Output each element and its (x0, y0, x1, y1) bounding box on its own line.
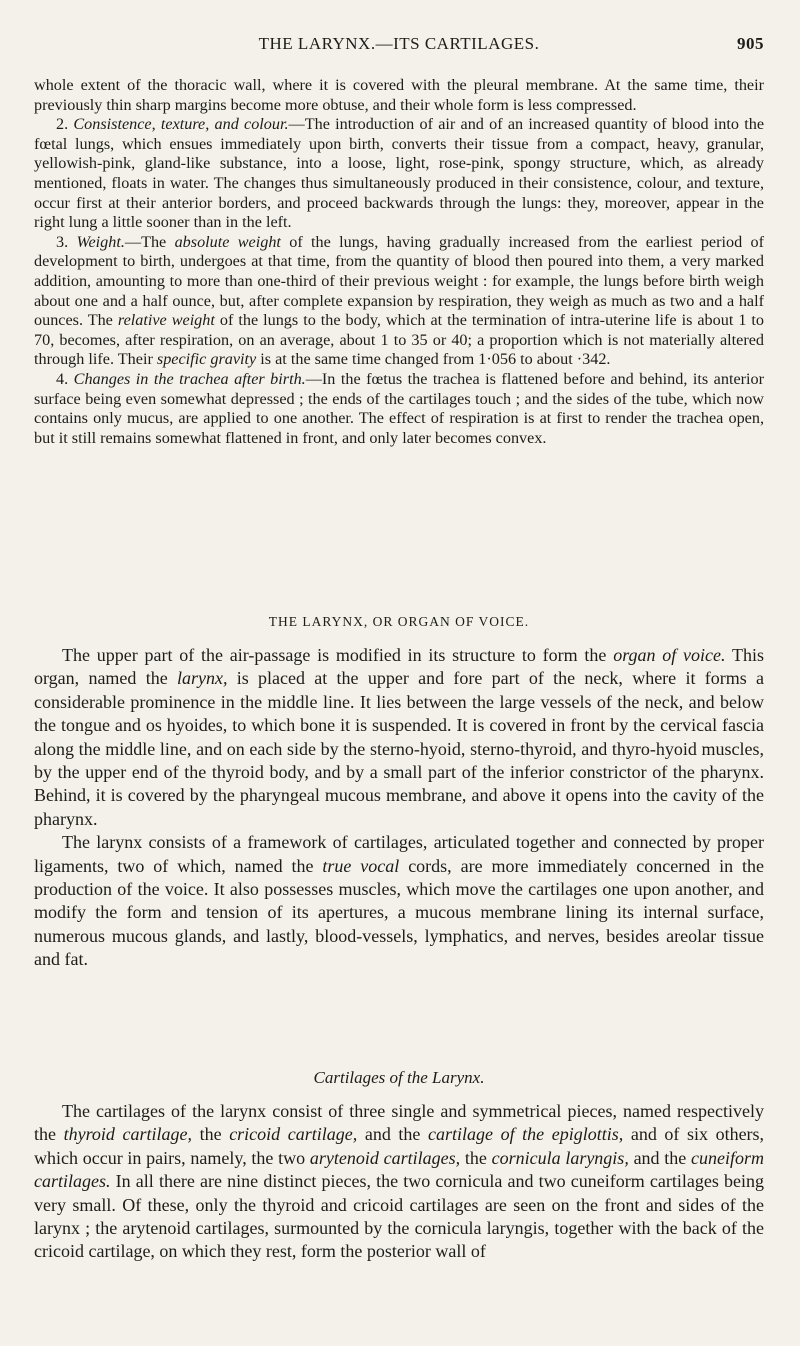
paragraph-trachea: 4. Changes in the trachea after birth.—In the fœtus the trachea is flattened before and behind, its anterior surface being even somewhat depressed ; the ends of the cartilages touch ; and the sides of the tube, which now contains only mucus, are applied to one another. The effect of respiration is at first to render the trachea open, but it still remains somewhat flattened in front, and only later becomes convex. (34, 369, 764, 447)
page-number: 905 (737, 34, 764, 53)
paragraph-consistence: 2. Consistence, texture, and colour.—The introduction of air and of an increased quantity of blood into the fœtal lungs, which ensues immediately upon birth, converts their tissue from a compact, heavy, granular, yellowish-pink, gland-like substance, into a loose, light, rose-pink, spongy structure, which, as already mentioned, floats in water. The changes thus simultaneously produced in their consistence, colour, and texture, occur first at their anterior borders, and proceed backwards through the lungs: they, moreover, appear in the right lung a little sooner than in the left. (34, 115, 765, 232)
paragraph-organ-of-voice: The upper part of the air-passage is modified in its structure to form the organ of voice. This organ, named the larynx, is placed at the upper and fore part of the neck, where it forms a considerable prominence in the middle line. It lies between the large vessels of the neck, and below the tongue and os hyoides, to which bone it is suspended. It is covered in front by the cervical fascia along the middle line, and on each side by the sterno-hyoid, sterno-thyroid, and thyro-hyoid muscles, by the upper end of the thyroid body, and by a small part of the inferior constrictor of the pharynx. Behind, it is covered by the pharyngeal mucous membrane, and above it opens into the cavity of the pharynx. (34, 645, 764, 829)
running-title: THE LARYNX.—ITS CARTILAGES. (258, 34, 540, 53)
running-header (34, 34, 764, 54)
lungs-after-birth-text (34, 76, 764, 448)
run-in-heading: Consistence, texture, and colour. (73, 115, 289, 134)
run-in-heading: Changes in the trachea after birth. (73, 369, 306, 388)
larynx-intro-text (34, 644, 764, 972)
subheading: Cartilages of the Larynx. (313, 1068, 485, 1087)
paragraph-framework: The larynx consists of a framework of cartilages, articulated together and connected by proper ligaments, two of which, named the true vocal cords, are more immediately concerned in the production of the voice. It also possesses muscles, which move the cartilages one upon another, and modify the form and tension of its apertures, a mucous membrane lining its internal surface, numerous mucous glands, and lastly, blood-vessels, lymphatics, and nerves, besides areolar tissue and fat. (34, 832, 764, 970)
run-in-heading: Weight. (76, 232, 125, 251)
paragraph-continued: whole extent of the thoracic wall, where it is covered with the pleural membrane. At the same time, their previously thin sharp margins become more obtuse, and their whole form is less compressed. (34, 76, 764, 114)
cartilages-text (34, 1100, 764, 1264)
paragraph-weight: 3. Weight.—The absolute weight of the lungs, having gradually increased from the earliest period of development to birth, undergoes at that time, from the quantity of blood then poured into them, a very marked addition, amounting to more than one-third of their previous weight : for example, the lungs before birth weigh about one and a half ounce, but, after complete expansion by respiration, they weigh as much as two and a half ounces. The relative weight of the lungs to the body, which at the termination of intra-uterine life is about 1 to 70, becomes, after respiration, on an average, about 1 to 35 or 40; a proportion which is not materially altered through life. Their specific gravity is at the same time changed from 1·056 to about ·342. (34, 232, 764, 369)
paragraph-cartilages: The cartilages of the larynx consist of three single and symmetrical pieces, named respectively the thyroid cartilage, the cricoid cartilage, and the cartilage of the epiglottis, and of six others, which occur in pairs, namely, the two arytenoid cartilages, the cornicula laryngis, and the cuneiform cartilages. In all there are nine distinct pieces, the two cornicula and two cuneiform cartilages being very small. Of these, only the thyroid and cricoid cartilages are seen on the front and sides of the larynx ; the arytenoid cartilages, surmounted by the cornicula laryngis, together with the back of the cricoid cartilage, on which they rest, form the posterior wall of (34, 1101, 765, 1262)
section-heading: THE LARYNX, OR ORGAN OF VOICE. (268, 614, 530, 629)
